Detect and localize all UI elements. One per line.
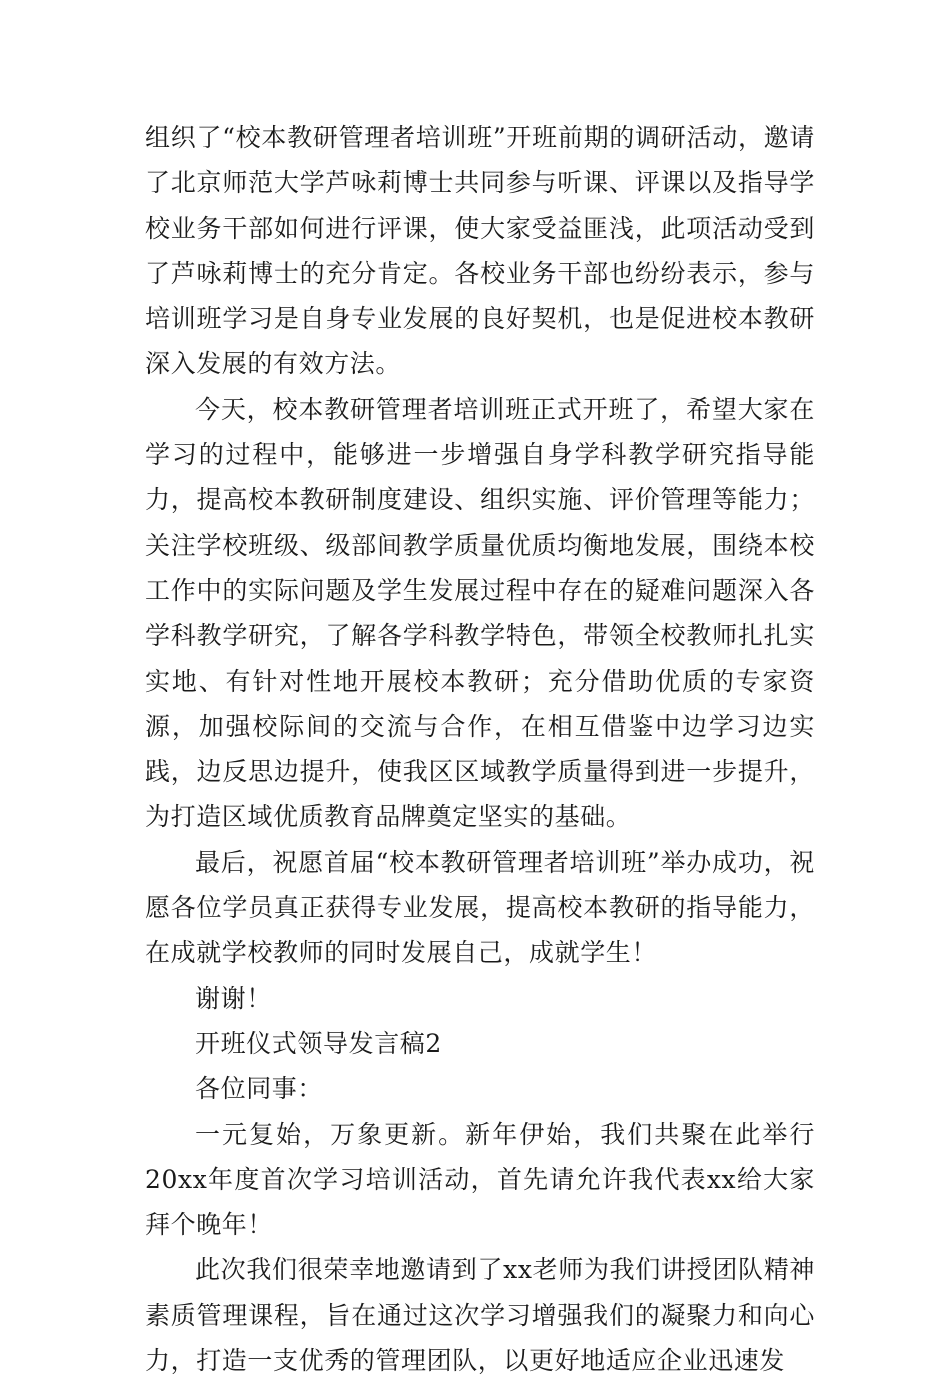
document-body (145, 115, 815, 1383)
paragraph-salutation: 各位同事： (195, 1074, 324, 1104)
paragraph-closing-wishes: 最后，祝愿首届“校本教研管理者培训班”举办成功，祝愿各位学员真正获得专业发展，提高校本教研的指导能力，在成就学校教师的同时发展自己，成就学生！ (145, 847, 815, 968)
section-heading: 开班仪式领导发言稿2 (195, 1028, 442, 1058)
paragraph-thanks: 谢谢！ (195, 983, 272, 1013)
paragraph-new-year: 一元复始，万象更新。新年伊始，我们共聚在此举行20xx年度首次学习培训活动，首先请允许我代表xx给大家拜个晚年！ (145, 1119, 815, 1240)
paragraph-survey-activity: 组织了“校本教研管理者培训班”开班前期的调研活动，邀请了北京师范大学芦咏莉博士共同参与听课、评课以及指导学校业务干部如何进行评课，使大家受益匪浅，此项活动受到了芦咏莉博士的充分肯定。各校业务干部也纷纷表示，参与培训班学习是自身专业发展的良好契机，也是促进校本教研深入发展的有效方法。 (145, 123, 815, 379)
paragraph-training-hopes: 今天，校本教研管理者培训班正式开班了，希望大家在学习的过程中，能够进一步增强自身学科教学研究指导能力，提高校本教研制度建设、组织实施、评价管理等能力；关注学校班级、级部间教学质量优质均衡地发展，围绕本校工作中的实际问题及学生发展过程中存在的疑难问题深入各学科教学研究，了解各学科教学特色，带领全校教师扎扎实实地、有针对性地开展校本教研；充分借助优质的专家资源，加强校际间的交流与合作，在相互借鉴中边学习边实践，边反思边提升，使我区区域教学质量得到进一步提升，为打造区域优质教育品牌奠定坚实的基础。 (145, 394, 815, 832)
paragraph-course-intro: 此次我们很荣幸地邀请到了xx老师为我们讲授团队精神素质管理课程，旨在通过这次学习增强我们的凝聚力和向心力，打造一支优秀的管理团队，以更好地适应企业迅速发 (145, 1255, 815, 1376)
